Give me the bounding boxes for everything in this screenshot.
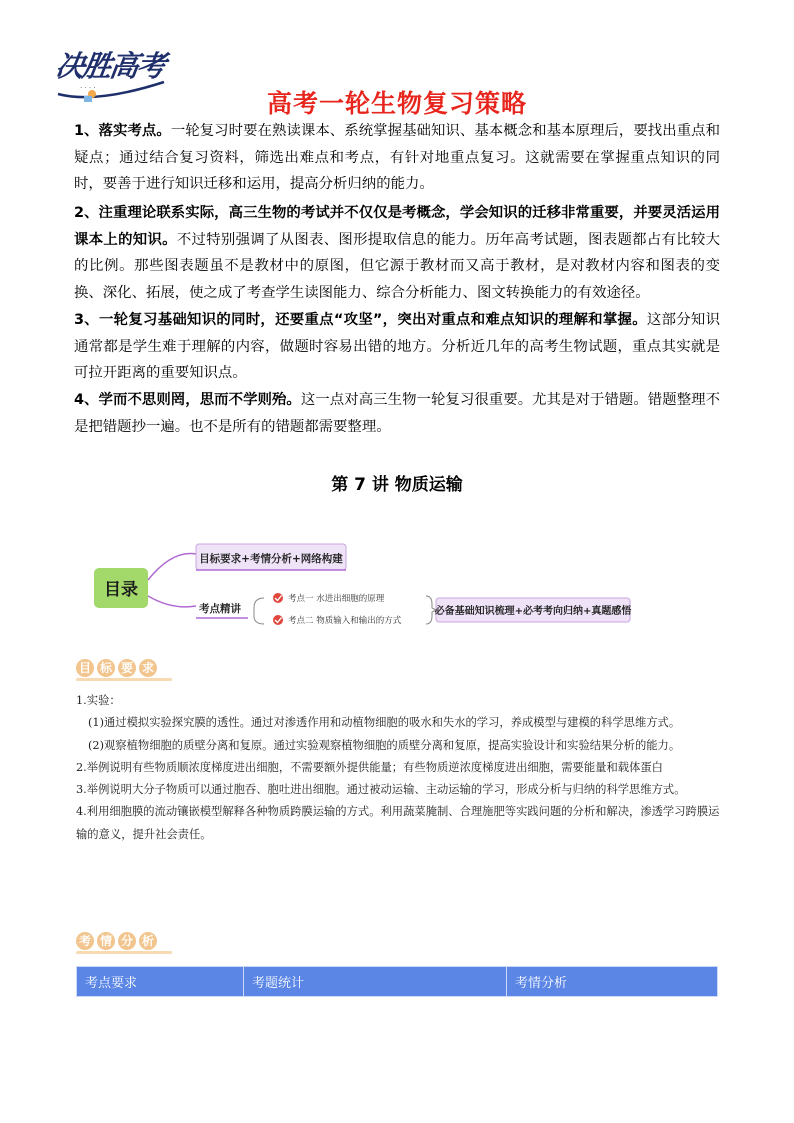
section-badge-analysis bbox=[76, 930, 174, 956]
page-title: 高考一轮生物复习策略 bbox=[266, 89, 527, 118]
badge-char: 要 bbox=[118, 659, 136, 677]
mindmap-point-1: 考点一 水进出细胞的原理 bbox=[288, 594, 385, 604]
section-badge-goals bbox=[76, 657, 174, 683]
logo-text: 决胜高考 bbox=[53, 49, 167, 83]
strategy-text: 这一点对高三生物一轮复习很重要。尤其是对于错题。错题整理不是把错题抄一遍。也不是所有的错题都需要整理。 bbox=[74, 392, 720, 435]
mindmap-root: 目录 bbox=[104, 580, 138, 600]
badge-char: 考 bbox=[76, 932, 94, 950]
logo-subtext: · · · · bbox=[80, 84, 96, 92]
requirement-item: 1.实验： bbox=[76, 694, 121, 707]
lesson-title: 第 7 讲 物质运输 bbox=[331, 475, 463, 495]
mindmap-line bbox=[148, 596, 196, 607]
requirements-list bbox=[76, 690, 724, 846]
requirement-item: (2)观察植物细胞的质壁分离和复原。通过实验观察植物细胞的质壁分离和复原，提高实验设计和实验结果分析的能力。 bbox=[88, 738, 681, 752]
strategy-text: 一轮复习时要在熟读课本、系统掌握基础知识、基本概念和基本原理后，要找出重点和疑点；通过结合复习资料，筛选出难点和考点，有针对地重点复习。这就需要在掌握重点知识的同时，要善于进行知识迁移和运用，提高分析归纳的能力。 bbox=[74, 123, 720, 192]
mindmap-result-label: 必备基础知识梳理+必考考向归纳+真题感悟 bbox=[434, 606, 632, 617]
mindmap-top-label: 目标要求+考情分析+网络构建 bbox=[199, 553, 343, 565]
table-header-cell: 考情分析 bbox=[507, 967, 718, 997]
badge-char: 分 bbox=[118, 932, 136, 950]
table-header-row bbox=[77, 967, 718, 997]
mindmap-point-2: 考点二 物质输入和输出的方式 bbox=[288, 616, 402, 626]
requirement-item: 4.利用细胞膜的流动镶嵌模型解释各种物质跨膜运输的方式。利用蔬菜腌制、合理施肥等实践问题的分析和解决，渗透学习跨膜运输的意义，提升社会责任。 bbox=[76, 805, 720, 841]
check-icon bbox=[273, 593, 283, 603]
strategy-lead: 2、注重理论联系实际，高三生物的考试并不仅仅是考概念，学会知识的迁移非常重要，并要灵活运用课本上的知识。 bbox=[74, 205, 720, 248]
requirement-item: 3.举例说明大分子物质可以通过胞吞、胞吐进出细胞。通过被动运输、主动运输的学习，形成分析与归纳的科学思维方式。 bbox=[76, 783, 686, 797]
badge-char: 析 bbox=[139, 932, 157, 950]
strategy-paragraph-3 bbox=[74, 307, 720, 387]
badge-char: 情 bbox=[97, 932, 115, 950]
badge-char: 目 bbox=[76, 659, 94, 677]
strategy-paragraph-4 bbox=[74, 387, 720, 440]
check-icon bbox=[273, 615, 283, 625]
analysis-table bbox=[76, 966, 718, 997]
requirement-item: (1)通过模拟实验探究膜的透性。通过对渗透作用和动植物细胞的吸水和失水的学习，养成模型与建模的科学思维方式。 bbox=[88, 716, 681, 730]
table-header-cell: 考点要求 bbox=[77, 967, 244, 997]
requirement-item: 2.举例说明有些物质顺浓度梯度进出细胞，不需要额外提供能量；有些物质逆浓度梯度进出细胞，需要能量和载体蛋白 bbox=[76, 760, 663, 774]
badge-char: 标 bbox=[97, 659, 115, 677]
strategy-text: 不过特别强调了从图表、图形提取信息的能力。历年高考试题，图表题都占有比较大的比例。那些图表题虽不是教材中的原图，但它源于教材而又高于教材，是对教材内容和图表的变换、深化、拓展，使之成了考查学生读图能力、综合分析能力、图文转换能力的有效途径。 bbox=[74, 231, 720, 301]
badge-char: 求 bbox=[139, 659, 157, 677]
strategy-paragraph-1 bbox=[74, 118, 720, 198]
strategy-lead: 4、学而不思则罔，思而不学则殆。 bbox=[74, 392, 301, 408]
strategy-lead: 3、一轮复习基础知识的同时，还要重点“攻坚”，突出对重点和难点知识的理解和掌握。 bbox=[74, 312, 647, 328]
mindmap-line bbox=[148, 554, 196, 580]
table-header-cell: 考题统计 bbox=[244, 967, 507, 997]
strategy-text: 这部分知识通常都是学生难于理解的内容，做题时容易出错的地方。分析近几年的高考生物试题，重点其实就是可拉开距离的重要知识点。 bbox=[74, 312, 720, 381]
strategy-lead: 1、落实考点。 bbox=[74, 123, 171, 139]
strategy-paragraph-2 bbox=[74, 200, 720, 306]
mindmap-diagram bbox=[92, 538, 652, 636]
mindmap-bottom-label: 考点精讲 bbox=[199, 603, 241, 615]
